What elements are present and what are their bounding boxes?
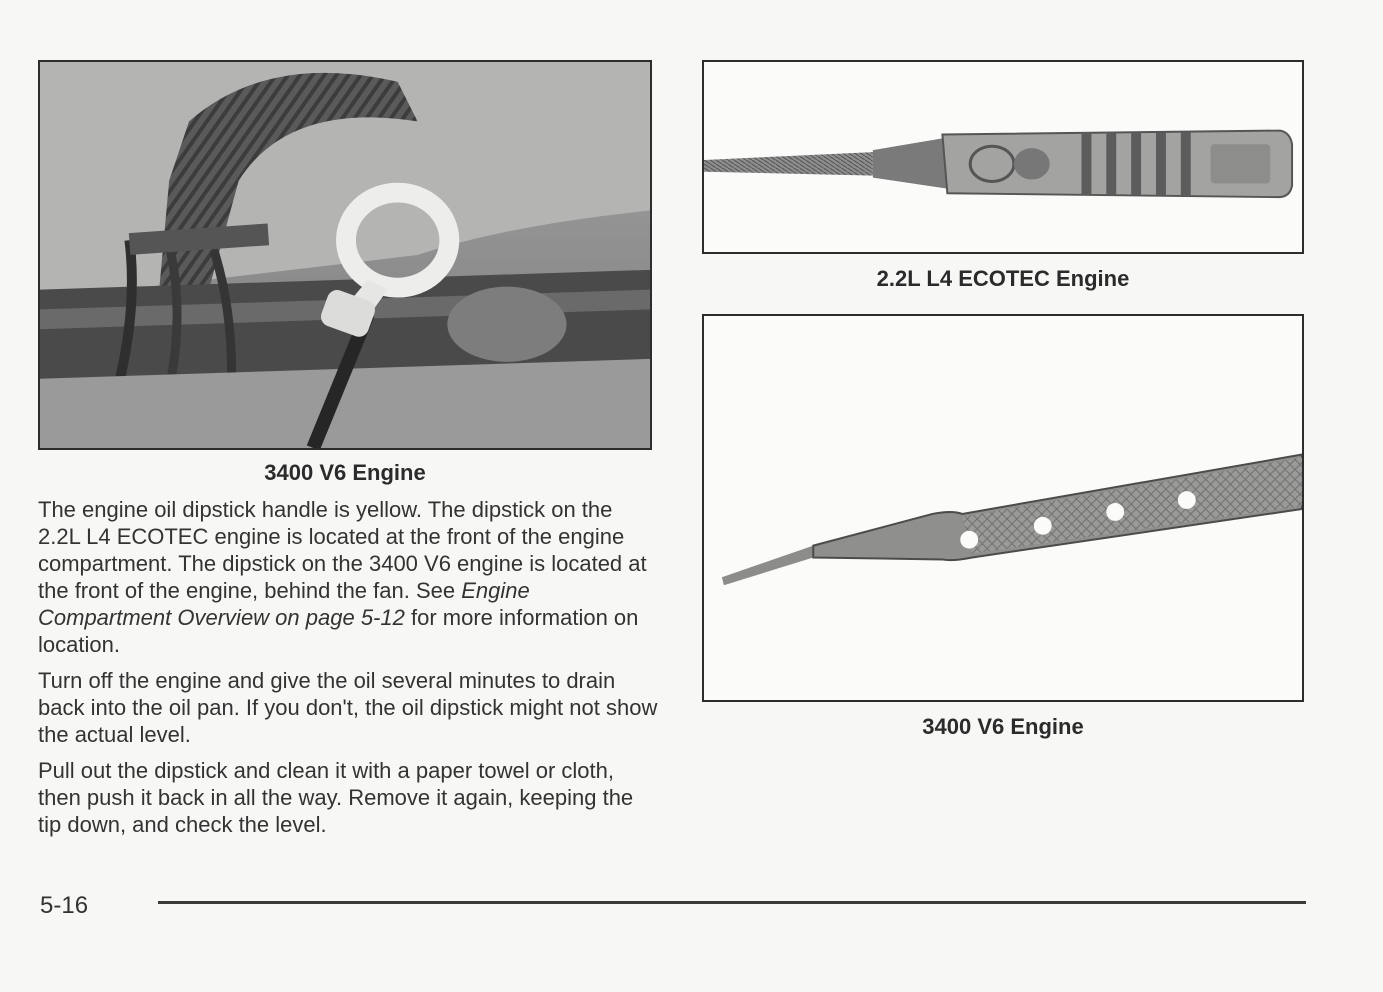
figure-caption-left: 3400 V6 Engine (264, 460, 426, 485)
p1-text-b: for more information on location. (38, 605, 639, 657)
v6-dipstick-tip-illustration (704, 316, 1302, 700)
figure-caption-top-right: 2.2L L4 ECOTEC Engine (876, 266, 1130, 291)
page-number: 5-16 (40, 892, 89, 919)
cross-reference-link: Engine Compartment Overview on page 5-12 (38, 578, 530, 630)
paragraph-dipstick-location (38, 496, 658, 658)
footer-rule (158, 901, 1306, 904)
dipstick-handle-photo (40, 62, 650, 448)
body-text (38, 496, 658, 847)
p1-text-a: The engine oil dipstick handle is yellow. The dipstick on the 2.2L L4 ECOTEC engine is located at the front of the engine compartment. The dipstick on the 3400 V6 engine is located at the front of the engine, behind the fan. See (38, 497, 647, 603)
paragraph-check-level: Pull out the dipstick and clean it with a paper towel or cloth, then push it back in all the way. Remove it again, keeping the tip down, and check the level. (38, 758, 634, 837)
ecotec-dipstick-illustration (704, 62, 1302, 252)
paragraph-drain-oil: Turn off the engine and give the oil several minutes to drain back into the oil pan. If you don't, the oil dipstick might not show the actual level. (38, 668, 658, 747)
figure-v6-dipstick (702, 314, 1304, 702)
figure-engine-photo (38, 60, 652, 450)
figure-caption-bottom-right: 3400 V6 Engine (922, 714, 1084, 739)
figure-ecotec-dipstick (702, 60, 1304, 254)
